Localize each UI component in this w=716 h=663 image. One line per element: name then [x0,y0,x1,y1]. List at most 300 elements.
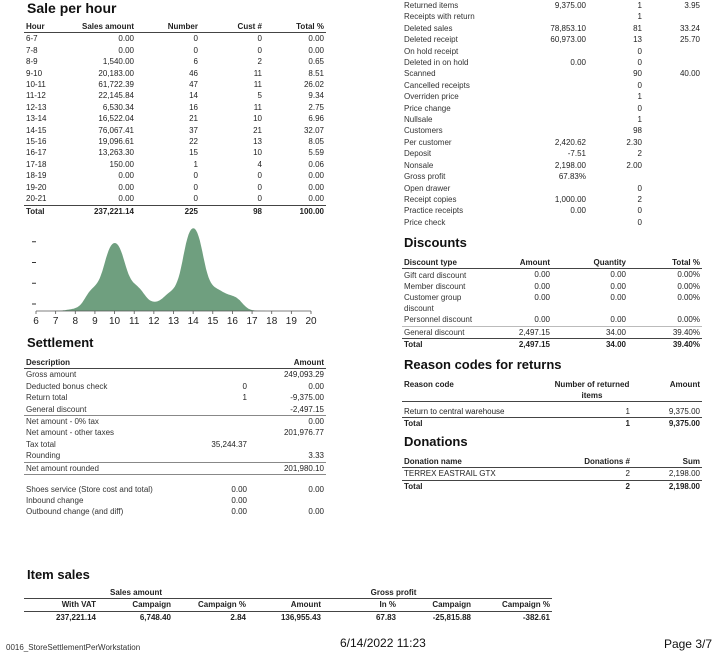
total-sales: 237,221.14 [93,206,134,216]
settlement-label: Net amount - other taxes [26,428,115,438]
stat-amount [522,91,588,102]
item-sales-group-sales: Sales amount [24,587,248,599]
stat-row [402,114,702,125]
value-cell: 0.00 [118,194,134,204]
value-cell: 0 [257,194,262,204]
settlement-col-amount: Amount [293,358,324,367]
stat-count: 0 [637,46,642,56]
value-cell: 37 [189,125,198,135]
donations-total-count: 2 [625,481,630,491]
value-cell: 0.00 [308,182,324,192]
stat-row [402,80,702,91]
stat-amount: 0.00 [570,58,586,68]
stat-pct: 25.70 [679,35,700,45]
stat-amount: 60,973.00 [550,35,586,45]
service-row [24,506,326,517]
stat-pct [644,183,702,194]
value-cell: 10 [253,114,262,124]
stat-pct [644,125,702,136]
value-cell: 0 [193,171,198,181]
discounts-total-quantity: 34.00 [605,340,626,350]
discount-pct: 0.00% [677,293,700,303]
value-cell: 1,540.00 [102,57,134,67]
stat-label: Price check [404,217,446,227]
stat-row [402,205,702,216]
item-sales-row [24,611,552,623]
value-cell: 2.75 [308,102,324,112]
value-cell: 14 [189,91,198,101]
discount-row [402,292,702,314]
settlement-row [24,416,326,428]
hour-cell: 9-10 [26,68,43,78]
stat-count: 2.00 [626,160,642,170]
item-sales-value: -25,815.88 [432,612,471,622]
discount-type: Gift card discount [404,270,467,280]
discount-type: General discount [404,327,465,337]
settlement-mid [194,427,249,438]
chart-x-ticks [33,311,317,327]
discount-pct: 0.00% [677,315,700,325]
settlement-mid: 35,244.37 [211,439,247,449]
hour-row [24,125,326,136]
value-cell: 16,522.04 [98,114,134,124]
hour-row [24,113,326,124]
stat-label: Price change [404,103,451,113]
settlement-amount: 0.00 [308,381,324,391]
stat-row [402,137,702,148]
stat-row [402,68,702,79]
discount-col-total-pct: Total % [672,258,700,267]
settlement-amount: -9,375.00 [290,393,324,403]
value-cell: 6.96 [308,114,324,124]
discount-amount: 2,497.15 [518,327,550,337]
stat-count: 81 [633,23,642,33]
stat-pct [644,46,702,57]
item-sales-value: 2.84 [230,612,246,622]
stat-label: Per customer [404,137,452,147]
donation-sum: 2,198.00 [668,469,700,479]
stat-label: Scanned [404,69,436,79]
col-number: Number [167,22,198,31]
discount-col-quantity: Quantity [593,258,626,267]
stat-pct [644,160,702,171]
stat-count: 98 [633,126,642,136]
hour-row [24,79,326,90]
stat-pct: 3.95 [684,1,700,10]
stat-amount: 1,000.00 [554,194,586,204]
value-cell: 76,067.41 [98,125,134,135]
donation-row [402,468,702,480]
hour-row [24,56,326,67]
x-tick-label: 19 [285,316,297,327]
x-tick-label: 6 [33,316,39,327]
discounts-total-label: Total [404,340,423,350]
discounts-total-amount: 2,497.15 [518,340,550,350]
service-mid: 0.00 [231,495,247,505]
service-amount: 0.00 [308,484,324,494]
value-cell: 0.00 [118,45,134,55]
stat-amount [522,125,588,136]
settlement-count: 0 [242,381,247,391]
reason-codes-title: Reason codes for returns [404,357,562,372]
value-cell: 22,145.84 [98,91,134,101]
reason-count: 1 [625,406,630,416]
hour-row [24,68,326,79]
stat-pct [644,194,702,205]
value-cell: 0.00 [308,194,324,204]
value-cell: 47 [189,80,198,90]
stat-label: Overriden price [404,92,459,102]
stat-label: Nullsale [404,115,433,125]
item-sales-title: Item sales [27,567,90,582]
x-tick-label: 18 [266,316,278,327]
x-tick-label: 14 [187,316,199,327]
stat-label: Deleted receipt [404,35,458,45]
report-name: 0016_StoreSettlementPerWorkstation [6,643,141,652]
settlement-row [24,450,326,462]
hour-cell: 16-17 [26,148,47,158]
value-cell: 0.00 [308,171,324,181]
stat-count: 2.30 [626,137,642,147]
donations-title: Donations [404,434,468,449]
item-sales-value: 136,955.43 [280,612,321,622]
settlement-amount: 249,093.29 [283,370,324,380]
discount-quantity: 0.00 [610,270,626,280]
value-cell: 0.00 [118,34,134,44]
x-tick-label: 15 [207,316,219,327]
col-cust: Cust # [237,22,262,31]
stat-amount: 9,375.00 [554,1,586,10]
x-tick-label: 13 [167,316,180,327]
hour-cell: 19-20 [26,182,47,192]
settlement-row [24,427,326,438]
value-cell: 0.00 [308,45,324,55]
settlement-spacer [24,475,326,484]
settlement-count [194,404,249,416]
stat-amount: 2,420.62 [554,137,586,147]
stat-amount: 78,853.10 [550,23,586,33]
item-sales-col: With VAT [61,600,96,610]
value-cell: 0.00 [118,182,134,192]
total-cust: 98 [253,206,262,216]
item-sales-table [24,587,552,623]
reason-total-count: 1 [625,419,630,428]
settlement-label: Tax total [26,439,56,449]
stat-label: Deposit [404,149,432,159]
value-cell: 13 [253,137,262,147]
stat-label: Returned items [404,1,459,10]
reason-row [402,402,702,418]
col-sales-amount: Sales amount [81,22,134,31]
stat-amount: -7.51 [567,149,586,159]
discount-col-amount: Amount [519,258,550,267]
discount-row [402,281,702,292]
value-cell: 0 [193,45,198,55]
value-cell: 22 [189,137,198,147]
service-amount [249,495,326,506]
stat-label: On hold receipt [404,46,459,56]
value-cell: 0.00 [308,34,324,44]
value-cell: 0.00 [118,171,134,181]
value-cell: 0.65 [308,57,324,67]
service-row [24,495,326,506]
x-tick-label: 12 [148,316,160,327]
discounts-table [402,257,702,350]
discounts-total-pct: 39.40% [672,340,700,350]
stat-amount [522,11,588,22]
stat-label: Open drawer [404,183,451,193]
service-amount: 0.00 [308,507,324,517]
receipt-stats-table [402,0,702,228]
settlement-amount: 0.00 [249,416,326,428]
stat-pct [644,91,702,102]
value-cell: 5 [257,91,262,101]
hour-cell: 15-16 [26,137,47,147]
discount-amount: 0.00 [534,281,550,291]
stat-pct [644,137,702,148]
item-sales-value: 67.83 [375,612,396,622]
service-mid: 0.00 [231,507,247,517]
discount-col-type: Discount type [404,258,457,267]
value-cell: 9.34 [308,91,324,101]
donation-col-count: Donations # [584,457,630,466]
value-cell: 1 [193,159,198,169]
discount-row [402,269,702,281]
discount-type: Personnel discount [404,315,473,325]
value-cell: 13,263.30 [98,148,134,158]
sale-per-hour-table [24,21,326,217]
value-cell: 16 [189,102,198,112]
settlement-mid [194,450,249,462]
hour-row [24,33,326,45]
hour-cell: 10-11 [26,80,46,90]
settlement-row [24,392,326,403]
chart-area-series [36,228,311,311]
value-cell: 11 [253,80,262,90]
hour-row [24,147,326,158]
value-cell: 0 [257,34,262,44]
stat-pct [644,80,702,91]
value-cell: 5.59 [308,148,324,158]
stat-pct [644,217,702,228]
stat-pct: 40.00 [679,69,700,79]
stat-label: Practice receipts [404,206,464,216]
reason-total-amount: 9,375.00 [668,419,700,428]
value-cell: 11 [253,102,262,112]
stat-count: 0 [637,217,642,227]
settlement-row [24,439,326,450]
stat-count: 0 [637,103,642,113]
donation-name: TERREX EASTRAIL GTX [404,469,496,479]
reason-code: Return to central warehouse [404,406,505,416]
col-hour: Hour [26,22,45,31]
stat-pct [644,103,702,114]
stat-count: 90 [633,69,642,79]
settlement-amount: 201,976.77 [283,428,324,438]
item-sales-col: Campaign [132,600,171,610]
stat-row [402,103,702,114]
settlement-label: Rounding [26,451,61,461]
stat-pct [644,205,702,216]
stat-count: 0 [637,183,642,193]
sale-per-hour-total-row [24,205,326,217]
net-rounded-amount: 201,980.10 [249,462,326,474]
discount-quantity: 0.00 [610,293,626,303]
donation-col-sum: Sum [682,457,700,466]
value-cell: 46 [189,68,198,78]
stat-amount: 67.83% [558,172,586,182]
stat-amount [522,68,588,79]
item-sales-group-profit: Gross profit [323,587,552,599]
stat-count: 1 [637,1,642,10]
stat-count: 2 [637,149,642,159]
discount-amount: 0.00 [534,270,550,280]
x-tick-label: 17 [246,316,258,327]
hour-cell: 6-7 [26,34,38,44]
stat-label: Customers [404,126,443,136]
stat-pct [644,114,702,125]
donation-col-name: Donation name [404,457,462,466]
value-cell: 6 [193,57,198,67]
settlement-row [24,369,326,381]
service-row [24,484,326,495]
spacer-cell [194,462,249,474]
discount-quantity: 34.00 [605,327,626,337]
item-sales-value: -382.61 [522,612,550,622]
hour-row [24,90,326,101]
discount-pct: 0.00% [677,270,700,280]
stat-row [402,0,702,11]
stat-amount [522,183,588,194]
stat-count: 1 [637,12,642,22]
discount-pct: 0.00% [677,281,700,291]
hour-cell: 17-18 [26,159,47,169]
total-pct: 100.00 [299,206,324,216]
value-cell: 11 [253,68,262,78]
donations-total-label: Total [404,481,423,491]
stat-count: 13 [633,35,642,45]
donations-total-row [402,480,702,492]
item-sales-col: Campaign % [197,600,246,610]
value-cell: 8.51 [308,68,324,78]
reason-col-number: Number of returned items [554,380,630,400]
chart-y-ticks [32,242,36,304]
settlement-amount: 3.33 [308,451,324,461]
discount-amount: 0.00 [534,293,550,303]
stat-amount [522,103,588,114]
donations-table [402,456,702,492]
stat-row [402,57,702,68]
settlement-count [194,369,249,381]
stat-pct [644,148,702,159]
value-cell: 150.00 [109,159,134,169]
value-cell: 0 [193,182,198,192]
x-tick-label: 16 [226,316,238,327]
x-tick-label: 10 [109,316,121,327]
settlement-label: Deducted bonus check [26,381,108,391]
value-cell: 2 [257,57,262,67]
discount-quantity: 0.00 [610,315,626,325]
settlement-table [24,357,326,518]
stat-row [402,217,702,228]
discount-type: Member discount [404,282,466,292]
page-number: Page 3/7 [663,637,712,651]
stat-row [402,160,702,171]
stat-pct: 33.24 [679,23,700,33]
hour-cell: 13-14 [26,114,47,124]
discount-row [402,314,702,326]
stat-row [402,171,702,182]
donations-total-sum: 2,198.00 [668,481,700,491]
stat-label: Deleted in on hold [404,58,469,68]
stat-label: Receipt copies [404,194,457,204]
reason-col-code: Reason code [404,380,454,389]
value-cell: 6,530.34 [102,102,134,112]
x-tick-label: 8 [72,316,79,327]
sale-per-hour-title: Sale per hour [27,0,117,16]
reason-amount: 9,375.00 [668,406,700,416]
stat-label: Gross profit [404,172,446,182]
hour-row [24,102,326,113]
service-label: Inbound change [26,495,84,505]
sale-per-hour-header [24,21,326,33]
value-cell: 21 [253,125,262,135]
stat-row [402,34,702,45]
hour-cell: 8-9 [26,57,38,67]
stat-row [402,46,702,57]
settlement-label: Return total [26,393,68,403]
stat-count [588,171,644,182]
hour-cell: 12-13 [26,102,47,112]
hour-row [24,45,326,56]
stat-amount [522,80,588,91]
value-cell: 8.05 [308,137,324,147]
hour-cell: 20-21 [26,194,47,204]
reason-col-amount: Amount [669,380,700,389]
net-rounded-label: Net amount rounded [24,462,194,474]
sales-per-hour-chart [26,226,326,328]
item-sales-value: 6,748.40 [139,612,171,622]
settlement-count: 1 [242,393,247,403]
settlement-label: Gross amount [26,370,77,380]
hour-cell: 14-15 [26,125,47,135]
stat-count: 1 [637,115,642,125]
item-sales-value: 237,221.14 [55,612,96,622]
col-total-pct: Total % [296,22,324,31]
settlement-amount [249,439,326,450]
settlement-title: Settlement [27,335,94,350]
stat-count: 1 [637,92,642,102]
stat-row [402,125,702,136]
hour-cell: 7-8 [26,45,38,55]
value-cell: 61,722.39 [98,80,134,90]
x-tick-label: 20 [305,316,317,327]
x-tick-label: 7 [52,316,59,327]
value-cell: 15 [189,148,198,158]
value-cell: 0.06 [308,159,324,169]
value-cell: 0 [193,194,198,204]
hour-row [24,159,326,170]
stat-count: 2 [637,194,642,204]
stat-count: 0 [637,58,642,68]
report-datetime: 6/14/2022 11:23 [340,636,426,650]
value-cell: 19,096.61 [98,137,134,147]
hour-row [24,136,326,147]
value-cell: 21 [189,114,198,124]
settlement-label: General discount [26,404,87,414]
service-label: Outbound change (and diff) [26,507,124,517]
stat-row [402,148,702,159]
